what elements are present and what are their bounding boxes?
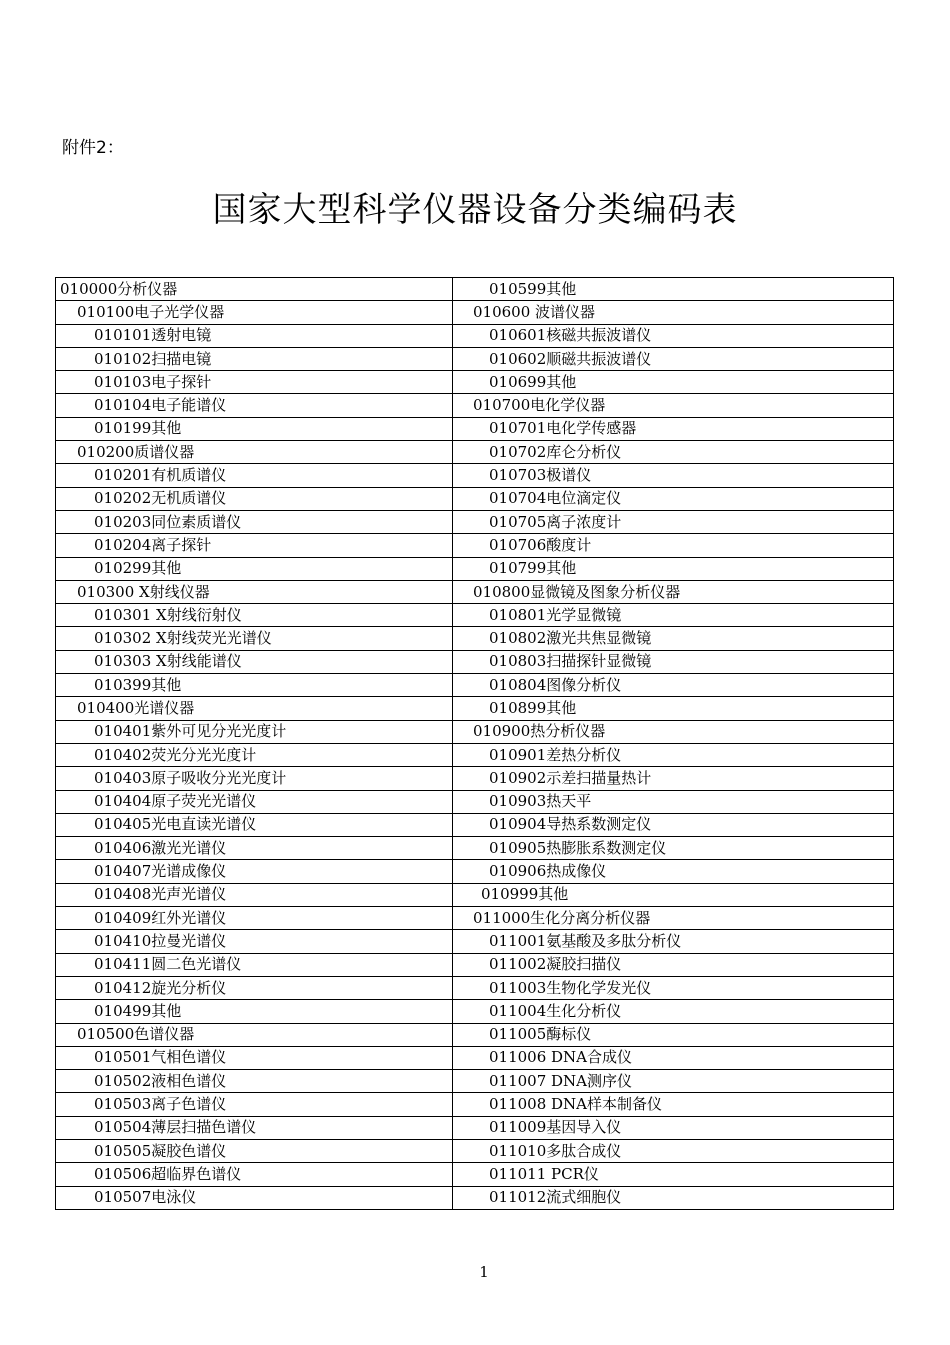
category-cell-left: 010500色谱仪器 (56, 1023, 453, 1046)
category-cell-right: 011003生物化学发光仪 (453, 976, 894, 999)
category-cell-left: 010204离子探针 (56, 534, 453, 557)
category-cell-left: 010501气相色谱仪 (56, 1046, 453, 1069)
category-cell-right: 010799其他 (453, 557, 894, 580)
table-row (56, 347, 894, 370)
category-cell-left: 010199其他 (56, 417, 453, 440)
category-cell-left: 010411圆二色光谱仪 (56, 953, 453, 976)
table-row (56, 1093, 894, 1116)
category-cell-left: 010404原子荧光光谱仪 (56, 790, 453, 813)
category-cell-right: 010703极谱仪 (453, 464, 894, 487)
category-cell-left: 010408光声光谱仪 (56, 883, 453, 906)
table-row (56, 627, 894, 650)
table-row (56, 1000, 894, 1023)
category-cell-right: 010899其他 (453, 697, 894, 720)
category-cell-left: 010200质谱仪器 (56, 441, 453, 464)
table-row (56, 813, 894, 836)
category-cell-left: 010000分析仪器 (56, 278, 453, 301)
table-row (56, 837, 894, 860)
category-cell-left: 010505凝胶色谱仪 (56, 1139, 453, 1162)
category-cell-right: 010999其他 (453, 883, 894, 906)
category-cell-left: 010403原子吸收分光光度计 (56, 767, 453, 790)
category-cell-left: 010202无机质谱仪 (56, 487, 453, 510)
table-row (56, 371, 894, 394)
document-title: 国家大型科学仪器设备分类编码表 (212, 190, 738, 230)
category-cell-right: 011006 DNA合成仪 (453, 1046, 894, 1069)
category-cell-left: 010104电子能谱仪 (56, 394, 453, 417)
category-cell-left: 010302 X射线荧光光谱仪 (56, 627, 453, 650)
category-cell-left: 010299其他 (56, 557, 453, 580)
category-cell-right: 010699其他 (453, 371, 894, 394)
category-cell-right: 011011 PCR仪 (453, 1163, 894, 1186)
category-cell-right: 011005酶标仪 (453, 1023, 894, 1046)
classification-code-table (55, 277, 894, 1210)
table-row (56, 464, 894, 487)
table-row (56, 1046, 894, 1069)
table-row (56, 441, 894, 464)
table-row (56, 1070, 894, 1093)
table-row (56, 720, 894, 743)
table-row (56, 510, 894, 533)
category-cell-right: 010706酸度计 (453, 534, 894, 557)
category-cell-right: 010802激光共焦显微镜 (453, 627, 894, 650)
table-row (56, 976, 894, 999)
category-cell-right: 010901差热分析仪 (453, 743, 894, 766)
category-cell-left: 010301 X射线衍射仪 (56, 604, 453, 627)
category-cell-left: 010102扫描电镜 (56, 347, 453, 370)
category-cell-right: 011002凝胶扫描仪 (453, 953, 894, 976)
category-cell-left: 010499其他 (56, 1000, 453, 1023)
table-row (56, 674, 894, 697)
category-cell-left: 010402荧光分光光度计 (56, 743, 453, 766)
page-number: 1 (479, 1263, 489, 1281)
table-row (56, 301, 894, 324)
table-row (56, 1186, 894, 1209)
category-cell-left: 010303 X射线能谱仪 (56, 650, 453, 673)
table-row (56, 930, 894, 953)
table-row (56, 1139, 894, 1162)
category-cell-right: 010704电位滴定仪 (453, 487, 894, 510)
category-cell-left: 010506超临界色谱仪 (56, 1163, 453, 1186)
category-cell-left: 010103电子探针 (56, 371, 453, 394)
category-cell-left: 010409红外光谱仪 (56, 907, 453, 930)
category-cell-right: 011008 DNA样本制备仪 (453, 1093, 894, 1116)
category-cell-right: 010600 波谱仪器 (453, 301, 894, 324)
category-cell-right: 010701电化学传感器 (453, 417, 894, 440)
category-cell-right: 011007 DNA测序仪 (453, 1070, 894, 1093)
category-cell-left: 010400光谱仪器 (56, 697, 453, 720)
category-cell-right: 011000生化分离分析仪器 (453, 907, 894, 930)
category-cell-right: 010801光学显微镜 (453, 604, 894, 627)
category-cell-left: 010407光谱成像仪 (56, 860, 453, 883)
category-cell-left: 010100电子光学仪器 (56, 301, 453, 324)
table-row (56, 604, 894, 627)
category-cell-right: 010903热天平 (453, 790, 894, 813)
category-cell-left: 010507电泳仪 (56, 1186, 453, 1209)
table-row (56, 907, 894, 930)
table-row (56, 557, 894, 580)
table-row (56, 860, 894, 883)
category-cell-left: 010412旋光分析仪 (56, 976, 453, 999)
category-cell-left: 010300 X射线仪器 (56, 580, 453, 603)
table-row (56, 743, 894, 766)
category-cell-left: 010410拉曼光谱仪 (56, 930, 453, 953)
category-cell-left: 010401紫外可见分光光度计 (56, 720, 453, 743)
table-body (56, 278, 894, 1210)
category-cell-left: 010101透射电镜 (56, 324, 453, 347)
category-cell-left: 010405光电直读光谱仪 (56, 813, 453, 836)
category-cell-right: 010702库仑分析仪 (453, 441, 894, 464)
category-cell-right: 010800显微镜及图象分析仪器 (453, 580, 894, 603)
table-row (56, 790, 894, 813)
category-cell-left: 010502液相色谱仪 (56, 1070, 453, 1093)
category-cell-right: 010705离子浓度计 (453, 510, 894, 533)
category-cell-left: 010406激光光谱仪 (56, 837, 453, 860)
category-cell-right: 011001氨基酸及多肽分析仪 (453, 930, 894, 953)
table-row (56, 650, 894, 673)
category-cell-right: 011012流式细胞仪 (453, 1186, 894, 1209)
category-cell-left: 010503离子色谱仪 (56, 1093, 453, 1116)
category-cell-right: 010599其他 (453, 278, 894, 301)
category-cell-right: 010904导热系数测定仪 (453, 813, 894, 836)
table-row (56, 767, 894, 790)
table-row (56, 487, 894, 510)
table-row (56, 394, 894, 417)
category-cell-right: 010804图像分析仪 (453, 674, 894, 697)
category-cell-right: 011010多肽合成仪 (453, 1139, 894, 1162)
category-cell-left: 010203同位素质谱仪 (56, 510, 453, 533)
attachment-label: 附件2： (62, 138, 124, 158)
category-cell-right: 010602顺磁共振波谱仪 (453, 347, 894, 370)
category-cell-right: 010906热成像仪 (453, 860, 894, 883)
category-cell-left: 010399其他 (56, 674, 453, 697)
table-row (56, 1163, 894, 1186)
table-row (56, 953, 894, 976)
category-cell-right: 010700电化学仪器 (453, 394, 894, 417)
table-row (56, 1023, 894, 1046)
table-row (56, 278, 894, 301)
table-row (56, 697, 894, 720)
category-cell-right: 010601核磁共振波谱仪 (453, 324, 894, 347)
category-cell-right: 010900热分析仪器 (453, 720, 894, 743)
table-row (56, 1116, 894, 1139)
table-row (56, 324, 894, 347)
category-cell-left: 010201有机质谱仪 (56, 464, 453, 487)
table-row (56, 580, 894, 603)
table-row (56, 534, 894, 557)
category-cell-right: 010905热膨胀系数测定仪 (453, 837, 894, 860)
category-cell-right: 011004生化分析仪 (453, 1000, 894, 1023)
category-cell-right: 010902示差扫描量热计 (453, 767, 894, 790)
table-row (56, 417, 894, 440)
category-cell-right: 011009基因导入仪 (453, 1116, 894, 1139)
table-row (56, 883, 894, 906)
category-cell-left: 010504薄层扫描色谱仪 (56, 1116, 453, 1139)
category-cell-right: 010803扫描探针显微镜 (453, 650, 894, 673)
